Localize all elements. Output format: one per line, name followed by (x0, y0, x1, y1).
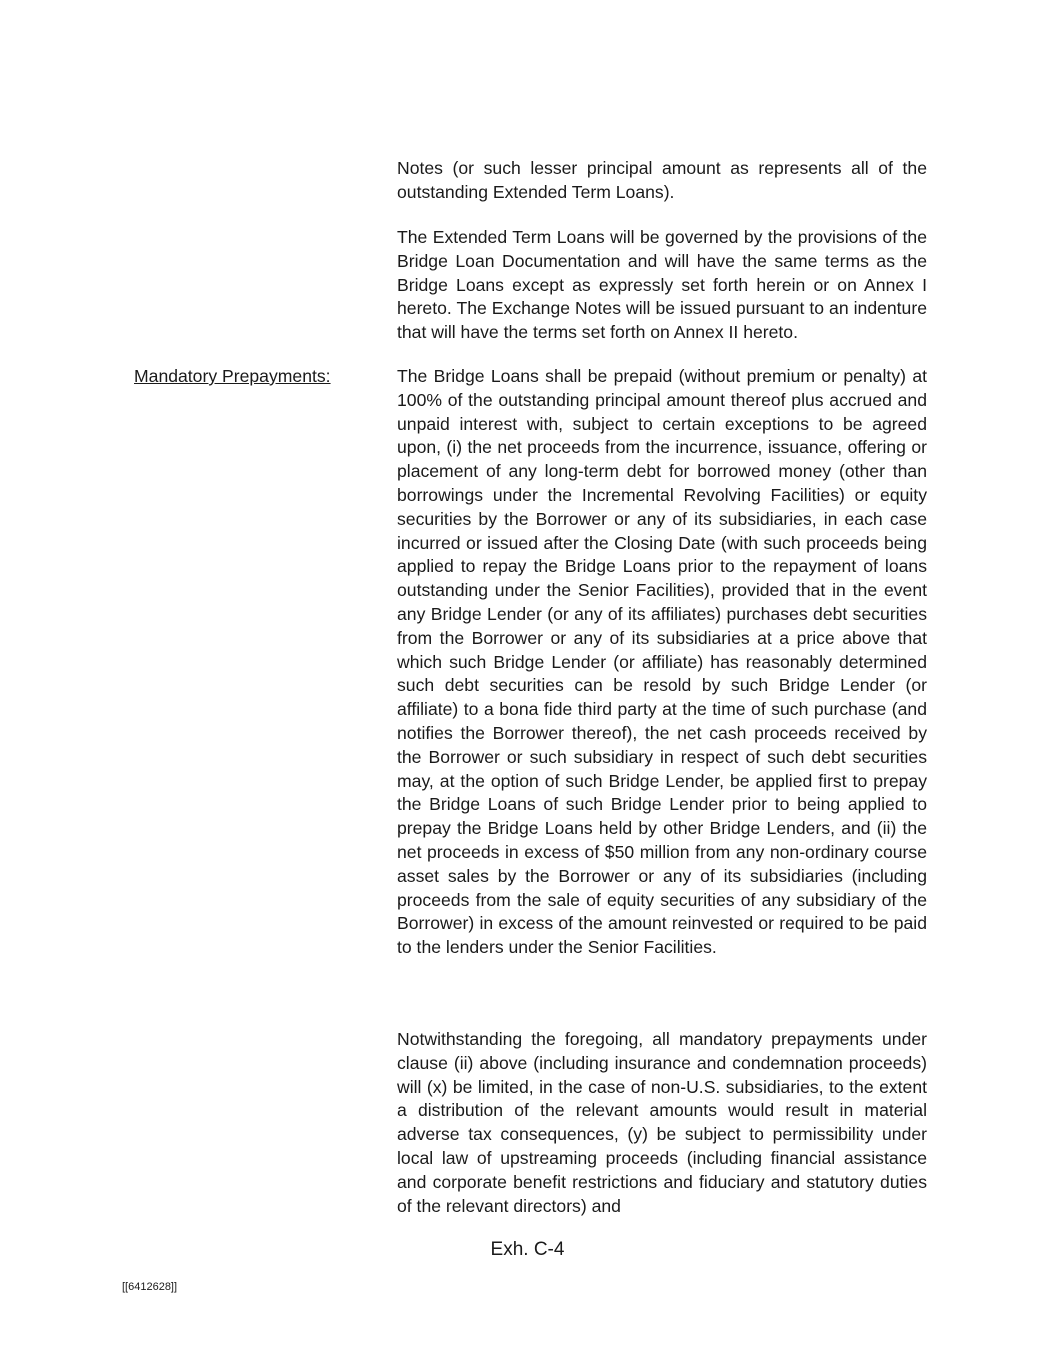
page-number-text: Exh. C-4 (490, 1239, 565, 1260)
page-number (0, 1238, 1055, 1262)
continuation-paragraph: Notes (or such lesser principal amount as represents all of the outstanding Extended Term Loans). (397, 158, 927, 202)
mandatory-prepayments-body: The Bridge Loans shall be prepaid (without premium or penalty) at 100% of the outstanding principal amount thereof plus accrued and unpaid interest with, subject to certain exceptions to be agreed upon, (i) the net proceeds from the incurrence, issuance, offering or placement of any long-term debt for borrowed money (other than borrowings under the Incremental Revolving Facilities) or equity securities by the Borrower or any of its subsidiaries, in each case incurred or issued after the Closing Date (with such proceeds being applied to repay the Bridge Loans prior to the repayment of loans outstanding under the Senior Facilities), provided that in the event any Bridge Lender (or any of its affiliates) purchases debt securities from the Borrower or any of its subsidiaries at a price above that which such Bridge Lender (or affiliate) has reasonably determined such debt securities can be resold by such Bridge Lender (or affiliate) to a bona fide third party at the time of such purchase (and notifies the Borrower thereof), the net cash proceeds received by the Borrower or such subsidiary in respect of such debt securities may, at the option of such Bridge Lender, be applied first to prepay the Bridge Loans of such Bridge Lender prior to being applied to prepay the Bridge Loans held by other Bridge Lenders, and (ii) the net proceeds in excess of $50 million from any non-ordinary course asset sales by the Borrower or any of its subsidiaries (including proceeds from the sale of equity securities of any subsidiary of the Borrower) in excess of the amount reinvested or required to be paid to the lenders under the Senior Facilities. (397, 366, 927, 958)
mandatory-prepayments-label: Mandatory Prepayments: (134, 366, 331, 386)
document-id: [[6412628]] (122, 1281, 178, 1293)
notwithstanding-paragraph: Notwithstanding the foregoing, all mandatory prepayments under clause (ii) above (including insurance and condemnation proceeds) will (x) be limited, in the case of non-U.S. subsidiaries, to the extent a distribution of the relevant amounts would result in material adverse tax consequences, (y) be subject to permissibility under local law of upstreaming proceeds (including financial assistance and corporate benefit restrictions and fiduciary and statutory duties of the relevant directors) and (397, 1029, 927, 1216)
extended-term-loans-paragraph: The Extended Term Loans will be governed by the provisions of the Bridge Loan Documentation and will have the same terms as the Bridge Loans except as expressly set forth herein or on Annex I hereto. The Exchange Notes will be issued pursuant to an indenture that will have the terms set forth on Annex II hereto. (397, 227, 927, 343)
